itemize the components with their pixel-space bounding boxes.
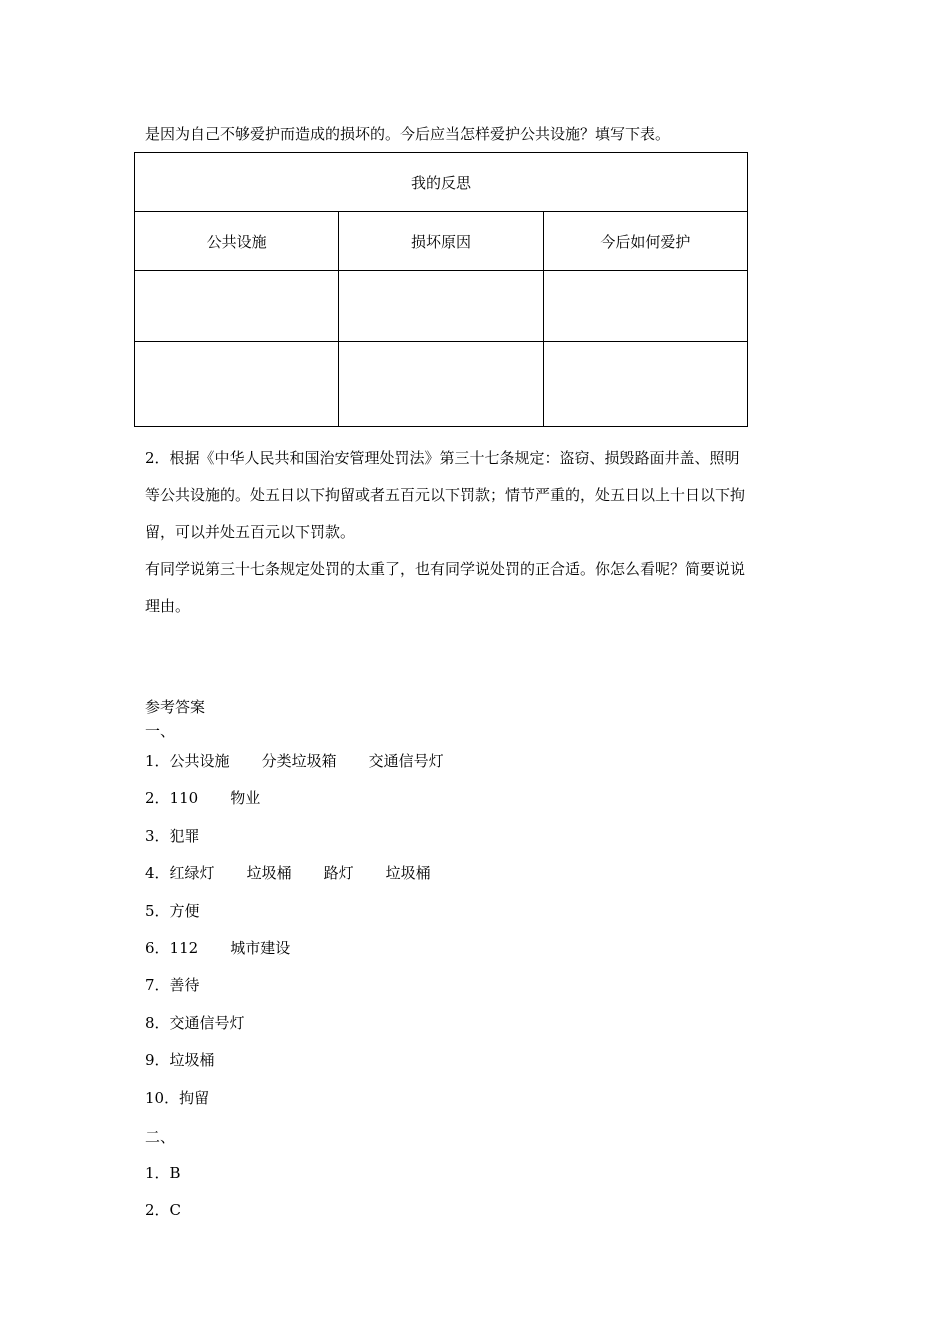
answer-text: 路灯 bbox=[323, 864, 354, 883]
answer-item bbox=[145, 826, 200, 846]
table-cell bbox=[339, 342, 543, 427]
question-2-line: 留，可以并处五百元以下罚款。 bbox=[145, 523, 356, 541]
answer-number: 2． bbox=[145, 1201, 170, 1219]
answer-item bbox=[145, 1088, 209, 1108]
table-cell bbox=[135, 271, 339, 342]
answer-item bbox=[145, 1050, 215, 1070]
answer-item bbox=[145, 938, 290, 958]
intro-text: 是因为自己不够爱护而造成的损坏的。今后应当怎样爱护公共设施？填写下表。 bbox=[145, 125, 671, 143]
table-title-row bbox=[135, 153, 748, 212]
answers-title: 参考答案 bbox=[145, 698, 206, 716]
table-row bbox=[135, 342, 748, 427]
question-2 bbox=[145, 440, 810, 625]
answer-text: C bbox=[169, 1201, 182, 1219]
answer-text: 物业 bbox=[230, 789, 261, 808]
answer-number: 8． bbox=[145, 1013, 170, 1032]
table-row bbox=[135, 271, 748, 342]
answer-text: 方便 bbox=[169, 901, 200, 920]
header-public-facility: 公共设施 bbox=[135, 212, 339, 271]
answer-text: 垃圾桶 bbox=[246, 864, 292, 883]
answer-text: 交通信号灯 bbox=[169, 1013, 245, 1032]
answer-item bbox=[145, 1163, 181, 1183]
table-header-row bbox=[135, 212, 748, 271]
table-cell bbox=[543, 271, 747, 342]
answer-number: 2． bbox=[145, 789, 170, 808]
header-damage-reason: 损坏原因 bbox=[339, 212, 543, 271]
answer-item bbox=[145, 751, 444, 771]
question-2-line: 理由。 bbox=[145, 597, 191, 615]
answer-number: 9． bbox=[145, 1051, 170, 1070]
answer-number: 4． bbox=[145, 864, 170, 883]
answer-text: 犯罪 bbox=[169, 826, 200, 845]
answer-text: 垃圾桶 bbox=[385, 864, 431, 883]
answer-text: 112 bbox=[169, 939, 199, 957]
section-1-label: 一、 bbox=[145, 722, 176, 740]
answer-number: 6． bbox=[145, 939, 170, 957]
answer-text: 公共设施 bbox=[169, 752, 230, 770]
answer-text: 拘留 bbox=[179, 1088, 210, 1107]
answer-text: 垃圾桶 bbox=[169, 1051, 215, 1070]
answer-number: 3． bbox=[145, 826, 170, 845]
question-2-line: 等公共设施的。处五日以下拘留或者五百元以下罚款；情节严重的，处五日以上十日以下拘 bbox=[145, 486, 746, 504]
answer-item bbox=[145, 975, 200, 995]
answer-text: 交通信号灯 bbox=[368, 752, 444, 770]
answer-text: 善待 bbox=[169, 976, 200, 995]
table-cell bbox=[543, 342, 747, 427]
answer-number: 10． bbox=[145, 1088, 180, 1107]
answer-text: 城市建设 bbox=[230, 939, 291, 957]
question-2-line: 2．根据《中华人民共和国治安管理处罚法》第三十七条规定：盗窃、损毁路面井盖、照明 bbox=[145, 449, 740, 467]
answer-text: 110 bbox=[169, 789, 199, 808]
answer-item bbox=[145, 1200, 181, 1220]
reflection-table bbox=[134, 152, 748, 427]
answer-text: 分类垃圾箱 bbox=[261, 752, 337, 770]
answer-number: 1． bbox=[145, 1164, 170, 1182]
answer-text: 红绿灯 bbox=[169, 864, 215, 883]
answer-item bbox=[145, 1013, 245, 1033]
header-how-to-protect: 今后如何爱护 bbox=[543, 212, 747, 271]
answer-item bbox=[145, 901, 200, 921]
answer-item bbox=[145, 863, 431, 883]
table-cell bbox=[339, 271, 543, 342]
answer-number: 5． bbox=[145, 901, 170, 920]
answer-item bbox=[145, 788, 260, 808]
answer-text: B bbox=[169, 1164, 181, 1182]
table-cell bbox=[135, 342, 339, 427]
answer-number: 1． bbox=[145, 752, 170, 770]
answer-number: 7． bbox=[145, 976, 170, 995]
table-title: 我的反思 bbox=[135, 153, 748, 212]
section-2-label: 二、 bbox=[145, 1128, 176, 1146]
question-2-line: 有同学说第三十七条规定处罚的太重了，也有同学说处罚的正合适。你怎么看呢？简要说说 bbox=[145, 560, 746, 578]
